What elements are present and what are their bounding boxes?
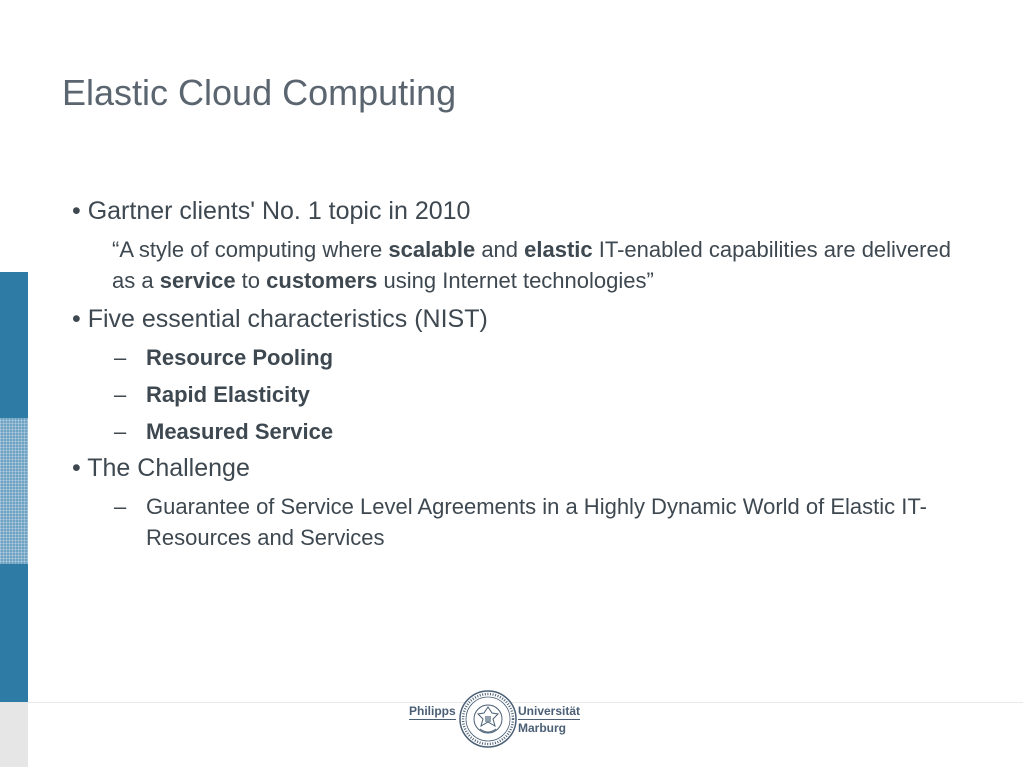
- challenge-text: Guarantee of Service Level Agreements in a Highly Dynamic World of Elastic IT-Resources and Services: [146, 494, 927, 550]
- accent-bar-pattern: [0, 418, 28, 564]
- accent-bar-bottom: [0, 564, 28, 702]
- bullet-nist: • Five essential characteristics (NIST): [72, 305, 488, 333]
- gartner-quote: [112, 234, 962, 296]
- slide-content: [72, 196, 972, 559]
- quote-bold-service: service: [159, 268, 236, 293]
- university-logo: [407, 689, 582, 753]
- characteristic-item: [114, 416, 972, 447]
- accent-bar-grey: [0, 702, 28, 767]
- accent-bar-top: [0, 272, 28, 418]
- university-seal-icon: [458, 689, 518, 749]
- characteristic-label: Resource Pooling: [146, 345, 334, 370]
- characteristic-label: Measured Service: [146, 419, 334, 444]
- quote-text: to: [235, 268, 267, 293]
- quote-text: IT-enabled capabilities are delivered as a: [112, 237, 951, 293]
- quote-bold-scalable: scalable: [388, 237, 476, 262]
- quote-text: using Internet technologies”: [377, 268, 654, 293]
- logo-universitaet: Universität: [518, 704, 581, 718]
- quote-text: “A style of computing where: [112, 237, 389, 262]
- logo-marburg: Marburg: [518, 721, 566, 735]
- quote-bold-customers: customers: [266, 268, 378, 293]
- slide-title: Elastic Cloud Computing: [62, 72, 457, 113]
- dash-marker: –: [114, 345, 127, 370]
- characteristic-item: [114, 342, 972, 373]
- bullet-challenge: • The Challenge: [72, 454, 250, 482]
- logo-philipps: Philipps: [409, 704, 456, 718]
- challenge-item: [114, 491, 949, 553]
- dash-marker: –: [114, 419, 127, 444]
- dash-marker: –: [114, 382, 127, 407]
- quote-bold-elastic: elastic: [524, 237, 593, 262]
- quote-text: and: [475, 237, 525, 262]
- dash-marker: –: [114, 494, 127, 519]
- bullet-gartner: • Gartner clients' No. 1 topic in 2010: [72, 197, 471, 225]
- characteristic-item: [114, 379, 972, 410]
- characteristic-label: Rapid Elasticity: [146, 382, 310, 407]
